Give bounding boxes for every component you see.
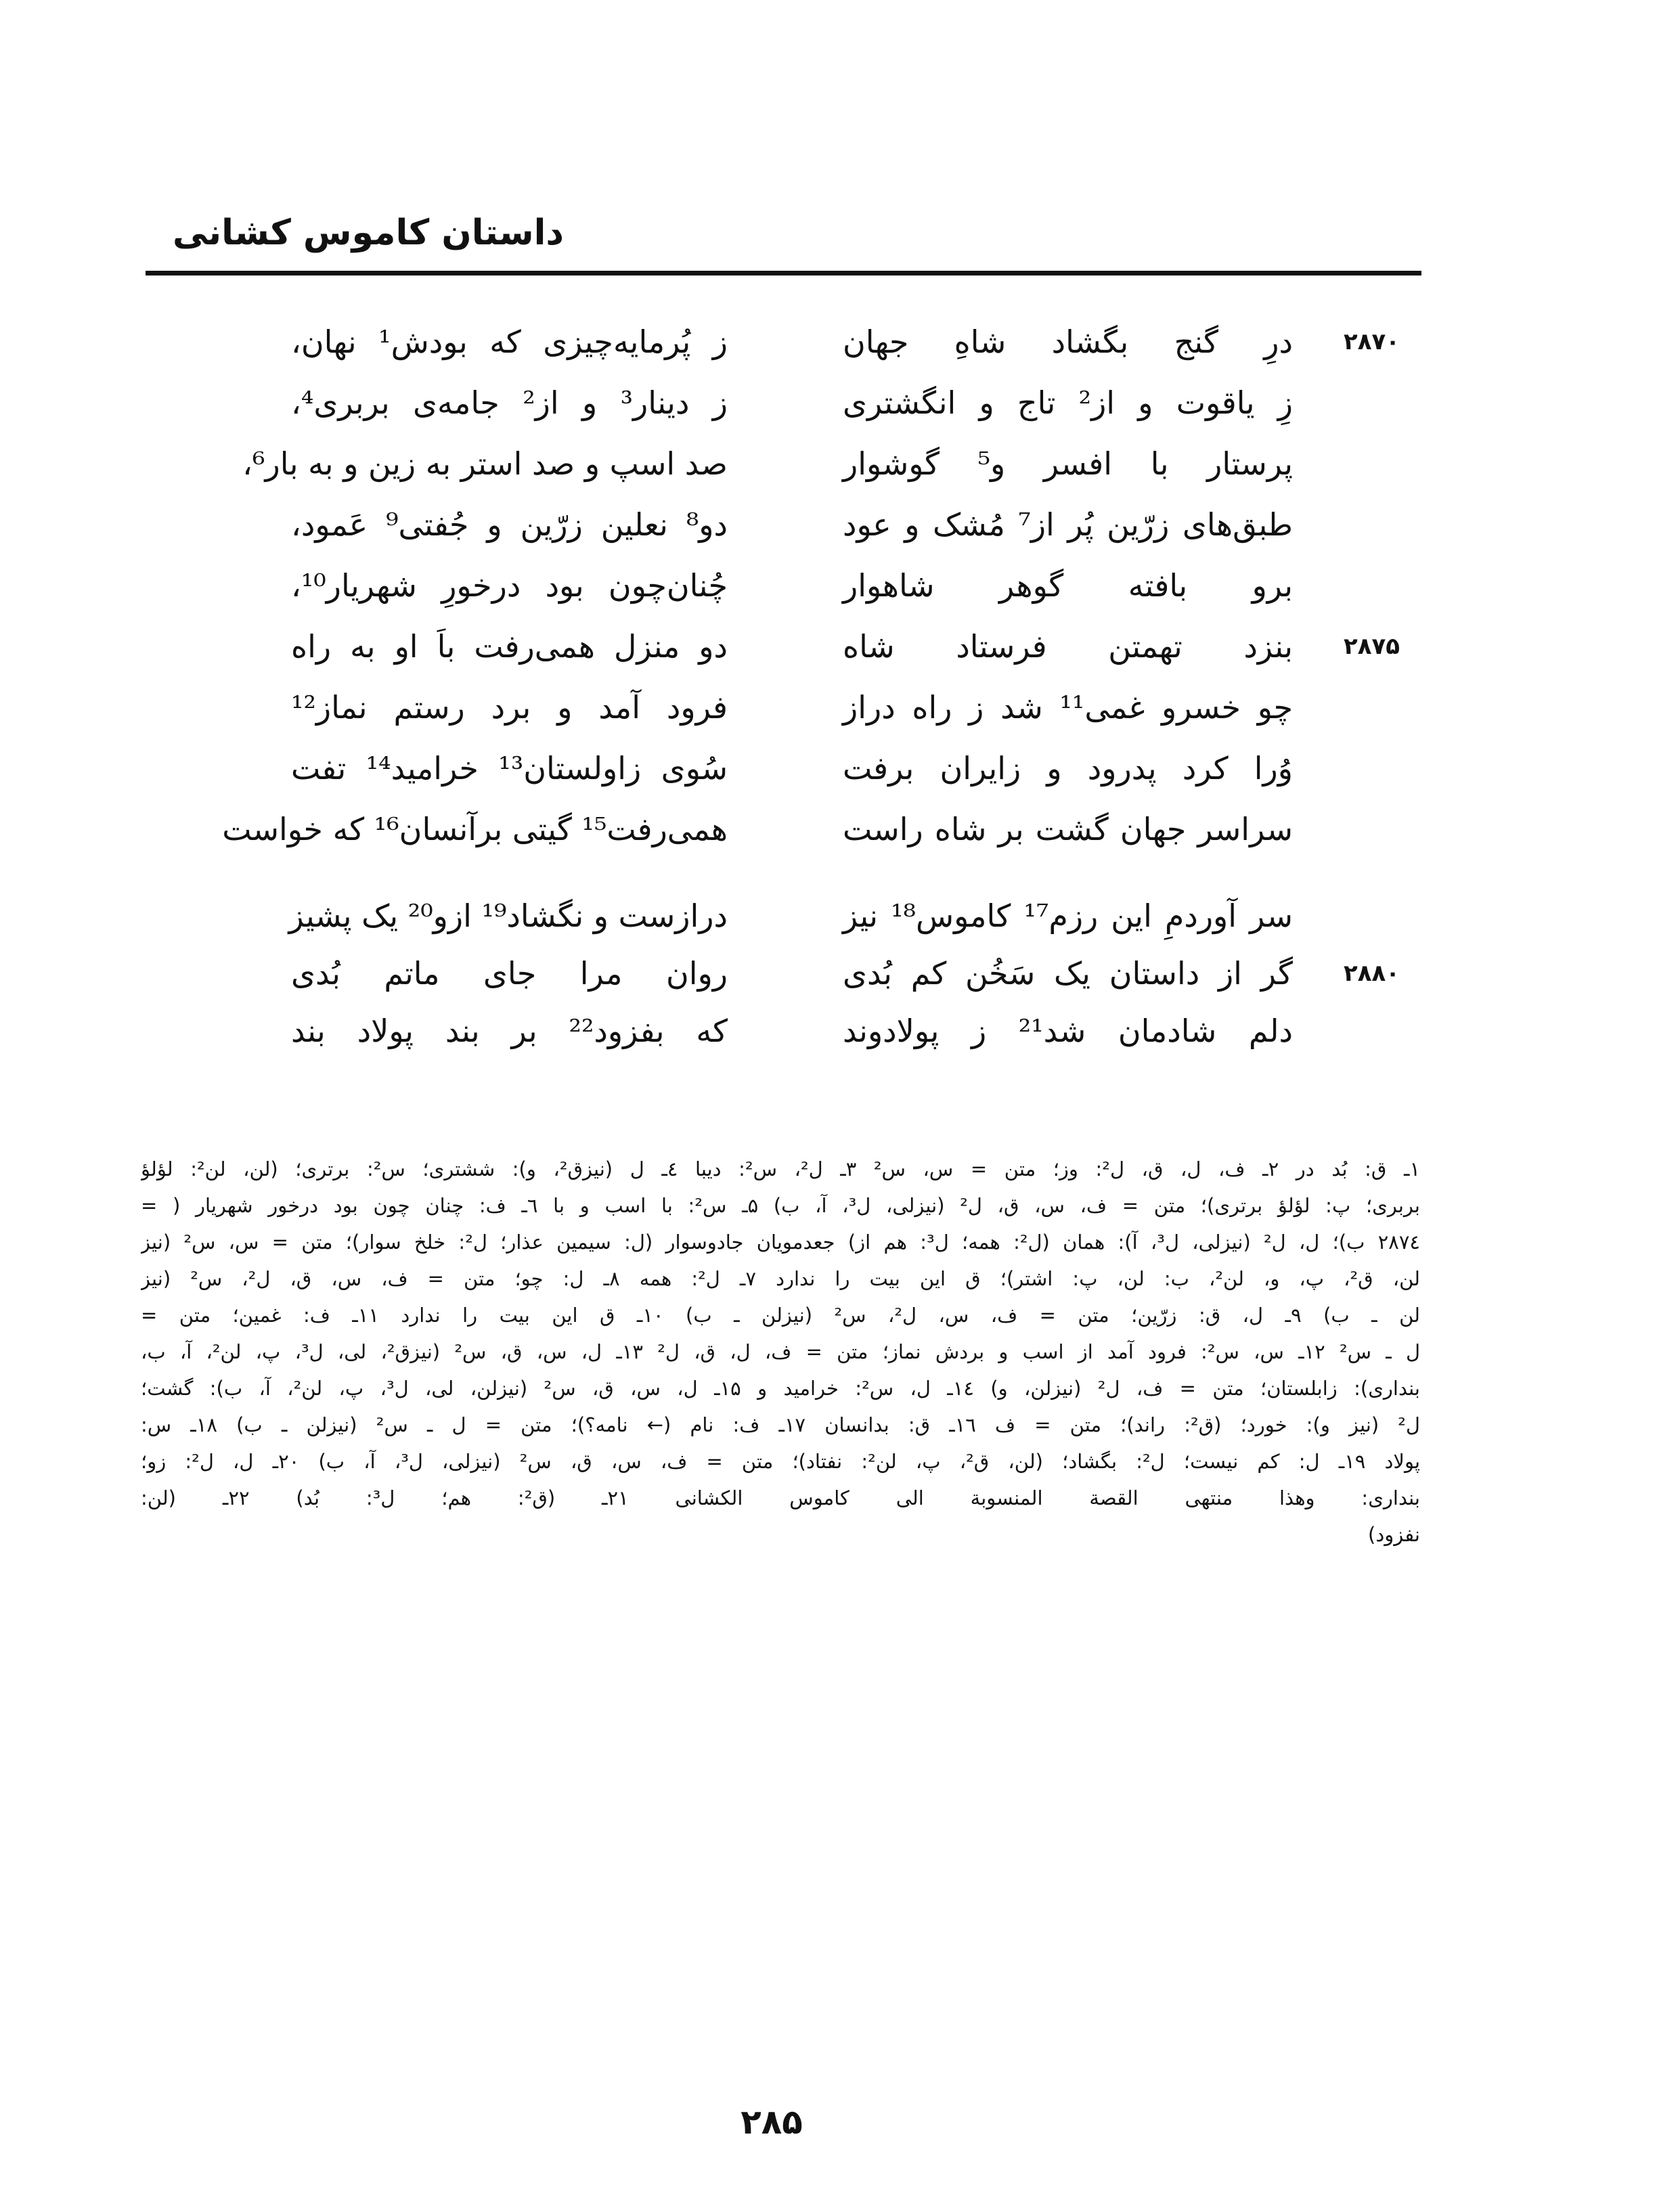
hemistich-first: سراسر جهان گشت بر شاه راست (843, 811, 1293, 847)
hemistich-second: درازست و نگشاد¹⁹ ازو²⁰ یک پشیز (288, 898, 728, 934)
verse-number (1344, 739, 1408, 797)
footnote-line: بنداری: وهذا منتهی القصة المنسوبة الی کاموس الکشانی ۲۱ـ (ق²: هم؛ ل³: بُد) ۲۲ـ (لن: (141, 1486, 1420, 1509)
hemistich-second: فرود آمد و برد رستم نماز¹² (291, 689, 728, 726)
footnote-line: ل² (نیز و): خورد؛ (ق²: راند)؛ متن = ف ۱٦ـ ق: بدانسان ۱۷ـ ف: نام (← نامه؟)؛ متن = ل ـ س² (نیزلن ـ ب) ۱۸ـ س: (141, 1413, 1420, 1436)
hemistich-first: زِ یاقوت و از² تاج و انگشتری (843, 384, 1293, 421)
hemistich-first: بنزد تهمتن فرستاد شاه (843, 628, 1293, 665)
footnote-line: نفزود) (1368, 1523, 1420, 1546)
verse-number (1344, 887, 1408, 945)
footnote-line: ۱ـ ق: بُد در ۲ـ ف، ل، ق، ل²: وز؛ متن = س، س² ۳ـ ل²، س²: دیبا ٤ـ ل (نیزق²، و): ششتری؛ س²: برتری؛ (لن، لن²: لؤلؤ (141, 1157, 1420, 1180)
verse-number (1344, 374, 1408, 432)
hemistich-first: طبق‌های زرّین پُر از⁷ مُشک و عود (843, 506, 1293, 543)
hemistich-second: دو منزل همی‌رفت باَ او به راه (291, 628, 728, 665)
footnote-line: بربری؛ پ: لؤلؤ برتری)؛ متن = ف، س، ق، ل² (نیزلی، ل³، آ، ب) ۵ـ س²: با اسب و با ٦ـ ف: چنان چون بود درخور شهریار ( = (141, 1194, 1420, 1217)
hemistich-first: دلم شادمان شد²¹ ز پولادوند (843, 1013, 1294, 1049)
header-rule (146, 271, 1421, 275)
verse-row (0, 944, 1680, 1002)
hemistich-second: دو⁸ نعلین زرّین و جُفتی⁹ عَمود، (291, 506, 728, 543)
footnote-line: لن ـ ب) ۹ـ ل، ق: زرّین؛ متن = ف، س، ل²، س² (نیزلن ـ ب) ۱۰ـ ق این بیت را ندارد ۱۱ـ ف: غمین؛ متن = (141, 1304, 1420, 1327)
verse-row (0, 617, 1680, 676)
footnote-line: ل ـ س² ۱۲ـ س، س²: فرود آمد از اسب و بردش نماز؛ متن = ف، ل، ق، ل² ۱۳ـ ل، س، ق، س² (نیزق²، لی، ل³، پ، لن²، آ، ب، (141, 1340, 1420, 1363)
verse-row (0, 435, 1680, 493)
verse-number (1344, 678, 1408, 736)
hemistich-second: ز پُرمایه‌چیزی که بودش¹ نهان، (291, 324, 728, 360)
verse-row (0, 739, 1680, 797)
hemistich-first: برو بافته گوهر شاهوار (843, 567, 1293, 604)
running-head-title: داستان کاموس کشانی (173, 213, 565, 253)
hemistich-second: سُوی زاولستان¹³ خرامید¹⁴ تفت (291, 750, 728, 787)
verse-row (0, 374, 1680, 432)
hemistich-first: وُرا کرد پدرود و زایران برفت (843, 750, 1293, 787)
hemistich-second: روان مرا جای ماتم بُدی (291, 955, 728, 992)
hemistich-first: سر آوردمِ این رزم¹⁷ کاموس¹⁸ نیز (843, 898, 1293, 934)
verse-number: ۲۸۷۵ (1344, 633, 1400, 660)
verse-row (0, 495, 1680, 554)
verse-row (0, 678, 1680, 736)
verse-number (1344, 1002, 1408, 1060)
footnote-line: ۲۸۷٤ ب)؛ ل، ل² (نیزلی، ل³، آ): همان (ل²: همه؛ ل³: هم از) جعدمویان جادوسوار (ل: سیمین عذار؛ ل²: خلخ سوار)؛ متن = س، س² (نیز (141, 1231, 1420, 1254)
verse-row (0, 887, 1680, 945)
hemistich-first: پرستار با افسر و⁵ گوشوار (843, 445, 1293, 482)
hemistich-second: صد اسپ و صد استر به زین و به بار⁶، (242, 445, 728, 482)
hemistich-first: گر از داستان یک سَخُن کم بُدی (843, 955, 1293, 992)
hemistich-first: چو خسرو غمی¹¹ شد ز راه دراز (843, 689, 1293, 726)
footnote-line: پولاد ۱۹ـ ل: کم نیست؛ ل²: بگشاد؛ (لن، ق²، پ، لن²: نفتاد)؛ متن = ف، س، ق، س² (نیزلی، ل³، آ، ب) ۲۰ـ ل، ل²: زو؛ (141, 1450, 1420, 1473)
hemistich-second: همی‌رفت¹⁵ گیتی برآنسان¹⁶ که خواست (222, 811, 728, 847)
verse-row (0, 556, 1680, 615)
verse-row (0, 1002, 1680, 1060)
hemistich-second: که بفزود²² بر بند پولاد بند (291, 1013, 728, 1049)
verse-number: ۲۸۸۰ (1344, 960, 1400, 987)
verse-row (0, 313, 1680, 371)
hemistich-first: درِ گنج بگشاد شاهِ جهان (843, 324, 1293, 360)
verse-number (1344, 435, 1408, 493)
verse-number (1344, 800, 1408, 858)
footnote-line: بنداری): زابلستان؛ متن = ف، ل² (نیزلن، و) ۱٤ـ ل، س²: خرامید و ۱۵ـ ل، س، ق، س² (نیزلن، لی، ل³، پ، لن²، آ، ب): گشت؛ (141, 1377, 1420, 1400)
footnotes (141, 1151, 1420, 1553)
verse-row (0, 800, 1680, 858)
verse-number: ۲۸۷۰ (1344, 328, 1400, 355)
verse-number (1344, 556, 1408, 615)
footnote-line: لن، ق²، پ، و، لن²، ب: لن، پ: اشتر)؛ ق این بیت را ندارد ۷ـ ل²: همه ۸ـ ل: چو؛ متن = ف، س، ق، ل²، س² (نیز (141, 1267, 1420, 1290)
verse-number (1344, 495, 1408, 554)
hemistich-second: ز دینار³ و از² جامه‌ی بربری⁴، (291, 384, 728, 421)
page-number: ۲۸۵ (740, 2102, 803, 2142)
hemistich-second: چُنان‌چون بود درخورِ شهریار¹⁰، (291, 567, 728, 604)
